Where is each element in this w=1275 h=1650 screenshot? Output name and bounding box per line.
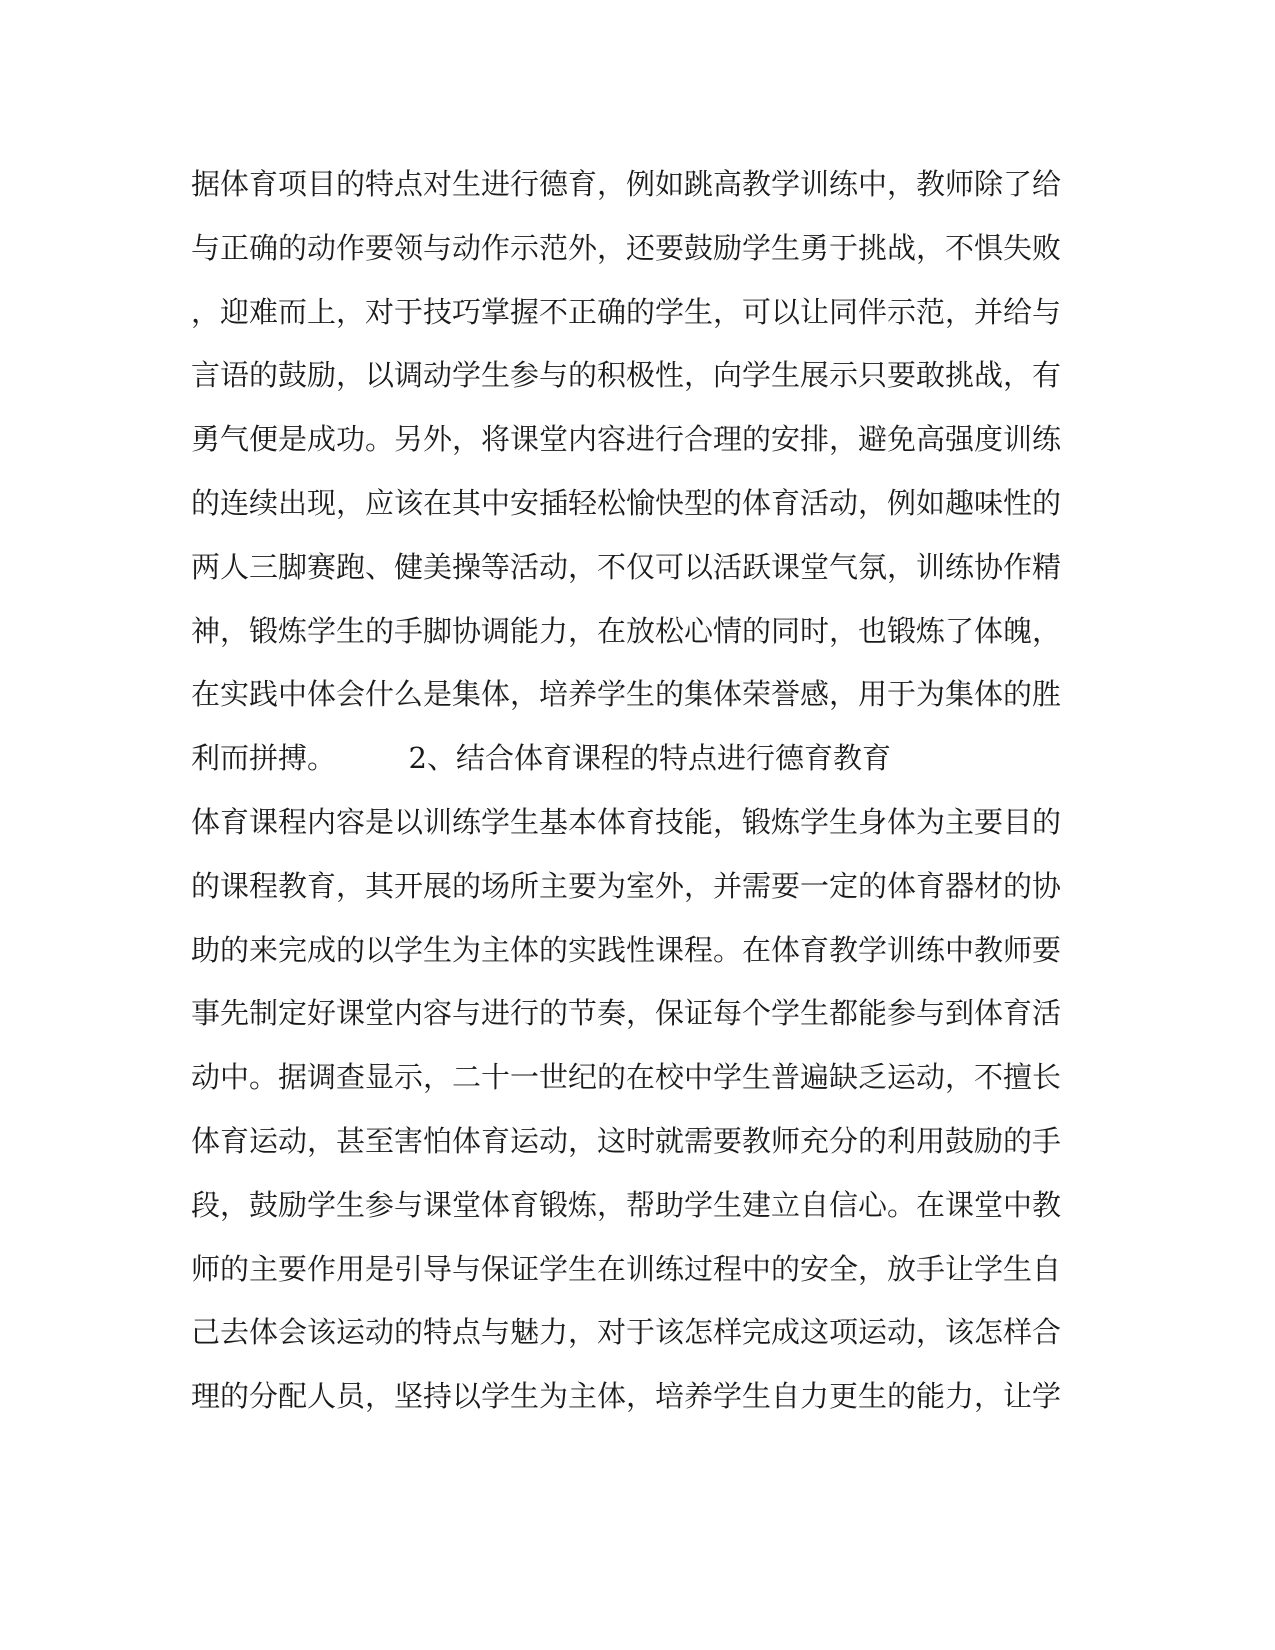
text-line: ，迎难而上，对于技巧掌握不正确的学生，可以让同伴示范，并给与	[191, 294, 1062, 329]
text-line: 的课程教育，其开展的场所主要为室外，并需要一定的体育器材的协	[191, 868, 1062, 903]
text-line: 动中。据调查显示，二十一世纪的在校中学生普遍缺乏运动，不擅长	[191, 1060, 1062, 1095]
text-line: 勇气便是成功。另外，将课堂内容进行合理的安排，避免高强度训练	[191, 422, 1062, 457]
text-line: 在实践中体会什么是集体，培养学生的集体荣誉感，用于为集体的胜	[191, 677, 1062, 712]
text-line: 言语的鼓励，以调动学生参与的积极性，向学生展示只要敢挑战，有	[191, 358, 1062, 393]
text-line: 体育课程内容是以训练学生基本体育技能，锻炼学生身体为主要目的	[191, 804, 1062, 839]
body-text	[191, 153, 1091, 1429]
text-line: 事先制定好课堂内容与进行的节奏，保证每个学生都能参与到体育活	[191, 996, 1062, 1031]
text-line: 段，鼓励学生参与课堂体育锻炼，帮助学生建立自信心。在课堂中教	[191, 1187, 1062, 1222]
text-line: 己去体会该运动的特点与魅力，对于该怎样完成这项运动，该怎样合	[191, 1315, 1062, 1350]
text-line: 师的主要作用是引导与保证学生在训练过程中的安全，放手让学生自	[191, 1251, 1062, 1286]
text-line: 体育运动，甚至害怕体育运动，这时就需要教师充分的利用鼓励的手	[191, 1123, 1062, 1158]
text-line: 的连续出现，应该在其中安插轻松愉快型的体育活动，例如趣味性的	[191, 485, 1062, 520]
text-line: 助的来完成的以学生为主体的实践性课程。在体育教学训练中教师要	[191, 932, 1062, 967]
text-line: 理的分配人员，坚持以学生为主体，培养学生自力更生的能力，让学	[191, 1379, 1062, 1414]
text-line: 据体育项目的特点对生进行德育，例如跳高教学训练中，教师除了给	[191, 167, 1062, 201]
text-line: 神，锻炼学生的手脚协调能力，在放松心情的同时，也锻炼了体魄，	[191, 613, 1062, 648]
text-line: 两人三脚赛跑、健美操等活动，不仅可以活跃课堂气氛，训练协作精	[191, 549, 1062, 584]
text-line: 与正确的动作要领与动作示范外，还要鼓励学生勇于挑战，不惧失败	[191, 230, 1062, 265]
section-heading-line: 利而拼搏。 2、结合体育课程的特点进行德育教育	[191, 741, 891, 776]
